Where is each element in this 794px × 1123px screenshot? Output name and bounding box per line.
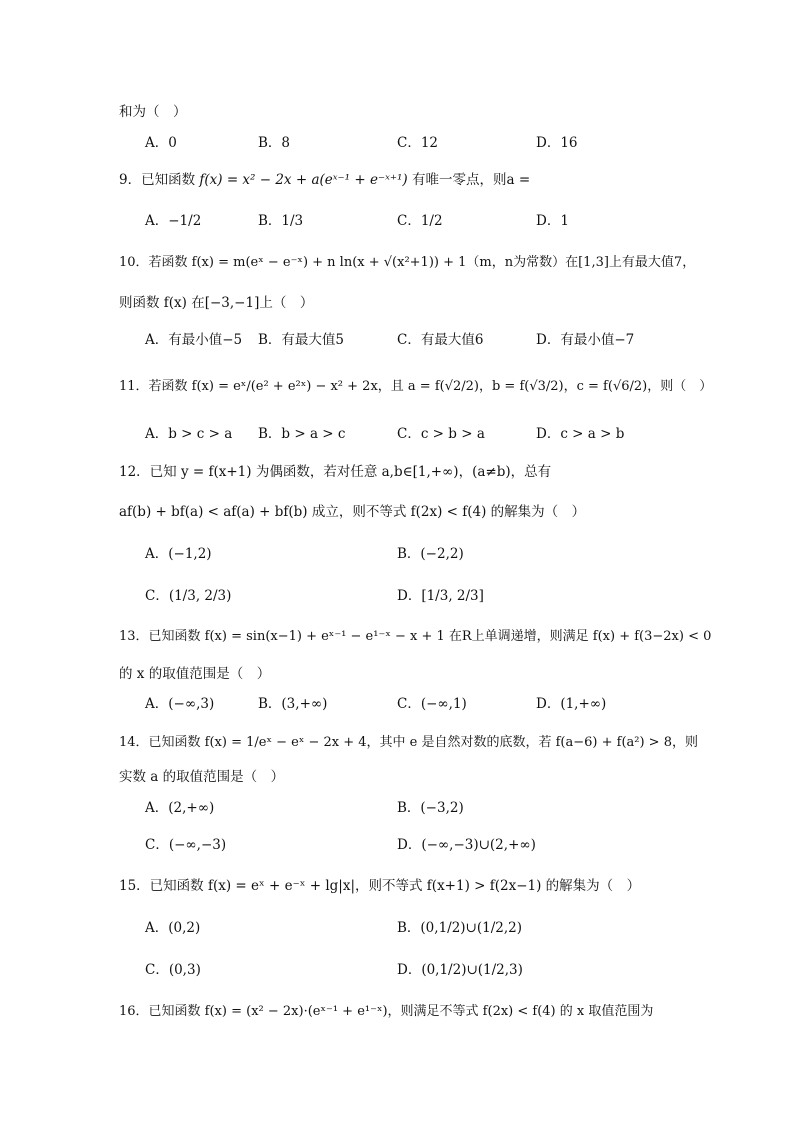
q13-option-d: D．(1,+∞) (536, 696, 607, 712)
q10-option-b: B．有最大值5 (258, 332, 345, 348)
q15-option-c: C．(0,3) (145, 962, 201, 978)
q11-option-b: B．b > a > c (258, 426, 346, 442)
q14-option-b: B．(−3,2) (397, 800, 464, 816)
q8-option-a: A．0 (145, 135, 177, 151)
q15-option-d: D．(0,1/2)∪(1/2,3) (397, 962, 523, 978)
question-12-stem-line2: af(b) + bf(a) < af(a) + bf(b) 成立，则不等式 f(2x) < f(4) 的解集为（ ） (119, 504, 586, 520)
q12-option-b: B．(−2,2) (397, 546, 464, 562)
q9-option-c: C．1/2 (397, 213, 443, 229)
question-15-stem: 15．已知函数 f(x) = eˣ + e⁻ˣ + lg|x|，则不等式 f(x+1) > f(2x−1) 的解集为（ ） (119, 878, 641, 894)
q9-prefix: 9．已知函数 (119, 172, 196, 188)
q12-option-d: D．[1/3, 2/3] (397, 588, 484, 604)
q13-option-b: B．(3,+∞) (258, 696, 328, 712)
question-10-stem-line2: 则函数 f(x) 在[−3,−1]上（ ） (119, 295, 314, 311)
q9-option-d: D．1 (536, 213, 569, 229)
question-14-stem-line2: 实数 a 的取值范围是（ ） (119, 769, 285, 785)
intro-text: 和为（ ） (119, 104, 187, 120)
q8-option-b: B．8 (258, 135, 291, 151)
q15-option-b: B．(0,1/2)∪(1/2,2) (397, 920, 523, 936)
q11-option-a: A．b > c > a (145, 426, 233, 442)
q12-option-c: C．(1/3, 2/3) (145, 588, 232, 604)
question-13-stem-line1: 13．已知函数 f(x) = sin(x−1) + eˣ⁻¹ − e¹⁻ˣ − x + 1 在R上单调递增，则满足 f(x) + f(3−2x) < 0 (119, 629, 712, 644)
q13-option-a: A．(−∞,3) (145, 696, 215, 712)
q14-option-c: C．(−∞,−3) (145, 837, 227, 853)
q8-option-d: D．16 (536, 135, 578, 151)
q11-option-c: C．c > b > a (397, 426, 485, 442)
q13-option-c: C．(−∞,1) (397, 696, 467, 712)
question-11-stem: 11．若函数 f(x) = eˣ/(e² + e²ˣ) − x² + 2x，且 a = f(√2/2)，b = f(√3/2)，c = f(√6/2)，则（ ） (119, 379, 713, 394)
q15-option-a: A．(0,2) (145, 920, 201, 936)
q9-option-a: A．−1/2 (145, 213, 202, 229)
q11-option-d: D．c > a > b (536, 426, 625, 442)
question-9-stem (119, 170, 530, 190)
q10-option-a: A．有最小值−5 (145, 332, 243, 348)
question-14-stem-line1: 14．已知函数 f(x) = 1/eˣ − eˣ − 2x + 4，其中 e 是自然对数的底数，若 f(a−6) + f(a²) > 8，则 (119, 735, 698, 750)
q10-option-d: D．有最小值−7 (536, 332, 635, 348)
q9-formula: f(x) = x² − 2x + a(eˣ⁻¹ + e⁻ˣ⁺¹) (199, 172, 408, 188)
question-13-stem-line2: 的 x 的取值范围是（ ） (119, 666, 271, 682)
q9-suffix: 有唯一零点，则a = (411, 172, 531, 188)
question-12-stem-line1: 12．已知 y = f(x+1) 为偶函数，若对任意 a,b∈[1,+∞)，(a≠b)，总有 (119, 464, 552, 480)
q12-option-a: A．(−1,2) (145, 546, 212, 562)
q14-option-a: A．(2,+∞) (145, 800, 215, 816)
question-16-stem: 16．已知函数 f(x) = (x² − 2x)·(eˣ⁻¹ + e¹⁻ˣ)，则满足不等式 f(2x) < f(4) 的 x 取值范围为 (119, 1004, 654, 1019)
q10-option-c: C．有最大值6 (397, 332, 484, 348)
q14-option-d: D．(−∞,−3)∪(2,+∞) (397, 837, 536, 853)
q8-option-c: C．12 (397, 135, 439, 151)
question-10-stem-line1: 10．若函数 f(x) = m(eˣ − e⁻ˣ) + n ln(x + √(x²+1)) + 1（m，n为常数）在[1,3]上有最大值7， (119, 255, 696, 270)
q9-option-b: B．1/3 (258, 213, 304, 229)
